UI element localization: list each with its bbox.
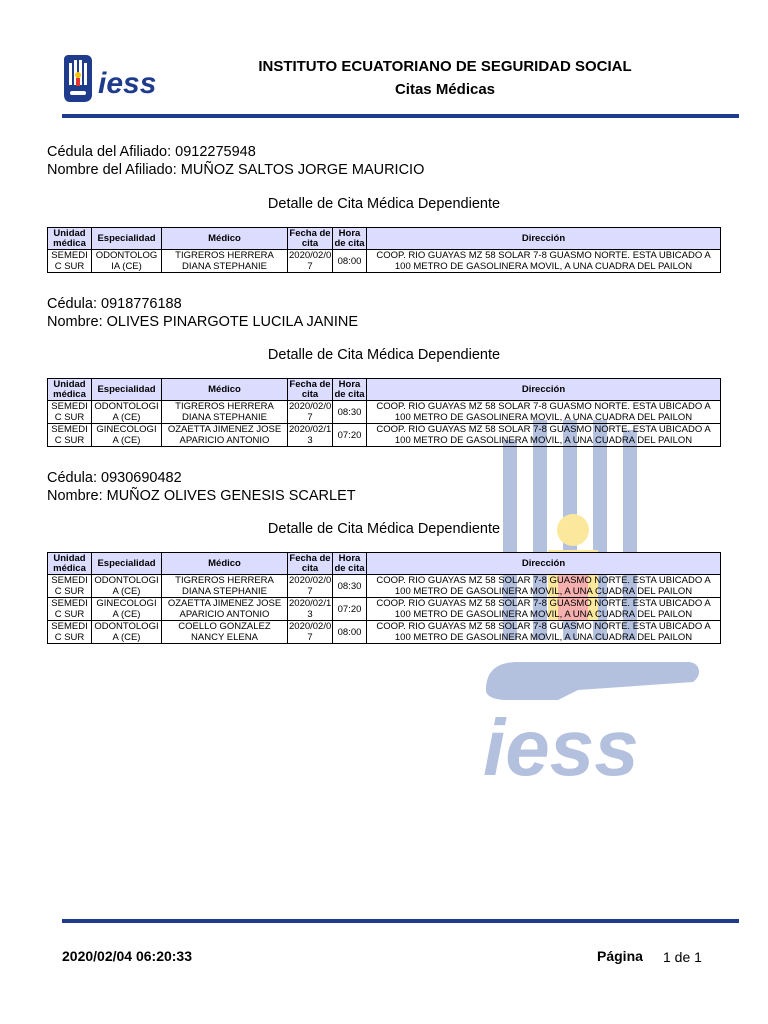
svg-text:iess: iess — [483, 703, 639, 780]
appointments-table — [47, 378, 721, 447]
dependent-id: Cédula: 0930690482 — [47, 470, 182, 486]
column-header-hora: Hora de cita — [334, 227, 365, 249]
cell-unidad: SEMEDI C SUR — [48, 621, 92, 644]
column-header-hora: Hora de cita — [334, 552, 365, 574]
dependent-id: Cédula: 0918776188 — [47, 296, 182, 312]
cell-fecha: 2020/02/0 7 — [289, 250, 332, 272]
cell-direccion: COOP. RIO GUAYAS MZ 58 SOLAR 7-8 GUASMO NORTE. ESTA UBICADO A 100 METRO DE GASOLINERA MOVIL, A UNA CUADRA DEL PAILON — [367, 575, 721, 598]
cell-hora: 08:00 — [333, 621, 367, 644]
cell-hora: 07:20 — [333, 424, 367, 447]
column-header-especialidad: Especialidad — [92, 379, 162, 401]
column-header-fecha: Fecha de cita — [289, 378, 331, 400]
column-header-direccion: Dirección — [367, 228, 721, 250]
cell-medico: OZAETTA JIMENEZ JOSE APARICIO ANTONIO — [162, 424, 288, 447]
cell-hora: 08:30 — [333, 401, 367, 424]
cell-fecha: 2020/02/0 7 — [289, 621, 332, 643]
cell-hora: 08:00 — [333, 250, 367, 273]
table-row — [48, 424, 721, 447]
cell-especialidad: GINECOLOGI A (CE) — [92, 424, 162, 447]
column-header-medico: Médico — [162, 379, 288, 401]
column-header-unidad: Unidad médica — [48, 379, 92, 401]
cell-unidad: SEMEDI C SUR — [48, 598, 92, 621]
table-row — [48, 621, 721, 644]
cell-direccion: COOP. RIO GUAYAS MZ 58 SOLAR 7-8 GUASMO NORTE. ESTA UBICADO A 100 METRO DE GASOLINERA MOVIL, A UNA CUADRA DEL PAILON — [367, 401, 721, 424]
header-divider — [62, 114, 739, 118]
svg-text:iess: iess — [98, 67, 157, 100]
column-header-fecha: Fecha de cita — [289, 552, 331, 574]
column-header-unidad: Unidad médica — [48, 228, 92, 250]
column-header-medico: Médico — [162, 228, 288, 250]
cell-direccion: COOP. RIO GUAYAS MZ 58 SOLAR 7-8 GUASMO NORTE. ESTA UBICADO A 100 METRO DE GASOLINERA MOVIL, A UNA CUADRA DEL PAILON — [367, 424, 721, 447]
table-header-row — [48, 379, 721, 401]
cell-fecha: 2020/02/0 7 — [289, 575, 332, 597]
column-header-medico: Médico — [162, 553, 288, 575]
table-row — [48, 250, 721, 273]
cell-especialidad: GINECOLOGI A (CE) — [92, 598, 162, 621]
cell-medico: TIGREROS HERRERA DIANA STEPHANIE — [162, 250, 288, 273]
cell-medico: OZAETTA JIMENEZ JOSE APARICIO ANTONIO — [162, 598, 288, 621]
cell-unidad: SEMEDI C SUR — [48, 401, 92, 424]
affiliate-id: Cédula del Afiliado: 0912275948 — [47, 144, 256, 160]
column-header-direccion: Dirección — [367, 553, 721, 575]
cell-hora: 07:20 — [333, 598, 367, 621]
cell-especialidad: ODONTOLOGI A (CE) — [92, 575, 162, 598]
iess-logo — [62, 55, 177, 103]
cell-direccion: COOP. RIO GUAYAS MZ 58 SOLAR 7-8 GUASMO NORTE. ESTA UBICADO A 100 METRO DE GASOLINERA MOVIL, A UNA CUADRA DEL PAILON — [367, 598, 721, 621]
cell-fecha: 2020/02/1 3 — [289, 598, 332, 620]
cell-hora: 08:30 — [333, 575, 367, 598]
table-header-row — [48, 553, 721, 575]
dependent-name: Nombre: OLIVES PINARGOTE LUCILA JANINE — [47, 314, 359, 330]
document-subtitle: Citas Médicas — [394, 81, 496, 98]
section-title: Detalle de Cita Médica Dependiente — [267, 521, 501, 537]
appointments-table — [47, 227, 721, 273]
table-header-row — [48, 228, 721, 250]
table-row — [48, 598, 721, 621]
column-header-direccion: Dirección — [367, 379, 721, 401]
column-header-fecha: Fecha de cita — [289, 227, 331, 249]
column-header-unidad: Unidad médica — [48, 553, 92, 575]
column-header-especialidad: Especialidad — [92, 553, 162, 575]
cell-medico: COELLO GONZALEZ NANCY ELENA — [162, 621, 288, 644]
page-number: 1 de 1 — [663, 949, 702, 965]
table-row — [48, 401, 721, 424]
print-timestamp: 2020/02/04 06:20:33 — [62, 948, 192, 964]
table-row — [48, 575, 721, 598]
institution-title: INSTITUTO ECUATORIANO DE SEGURIDAD SOCIAL — [258, 58, 632, 75]
column-header-especialidad: Especialidad — [92, 228, 162, 250]
dependent-name: Nombre: MUÑOZ OLIVES GENESIS SCARLET — [47, 488, 356, 504]
cell-direccion: COOP. RIO GUAYAS MZ 58 SOLAR 7-8 GUASMO NORTE. ESTA UBICADO A 100 METRO DE GASOLINERA MOVIL, A UNA CUADRA DEL PAILON — [367, 250, 721, 273]
cell-unidad: SEMEDI C SUR — [48, 250, 92, 273]
cell-especialidad: ODONTOLOG IA (CE) — [92, 250, 162, 273]
cell-unidad: SEMEDI C SUR — [48, 575, 92, 598]
affiliate-name: Nombre del Afiliado: MUÑOZ SALTOS JORGE MAURICIO — [47, 162, 425, 178]
footer-divider — [62, 919, 739, 923]
cell-medico: TIGREROS HERRERA DIANA STEPHANIE — [162, 401, 288, 424]
section-title: Detalle de Cita Médica Dependiente — [267, 347, 501, 363]
cell-medico: TIGREROS HERRERA DIANA STEPHANIE — [162, 575, 288, 598]
appointments-table — [47, 552, 721, 644]
cell-especialidad: ODONTOLOGI A (CE) — [92, 401, 162, 424]
cell-especialidad: ODONTOLOGI A (CE) — [92, 621, 162, 644]
cell-unidad: SEMEDI C SUR — [48, 424, 92, 447]
cell-direccion: COOP. RIO GUAYAS MZ 58 SOLAR 7-8 GUASMO NORTE. ESTA UBICADO A 100 METRO DE GASOLINERA MOVIL, A UNA CUADRA DEL PAILON — [367, 621, 721, 644]
cell-fecha: 2020/02/0 7 — [289, 401, 332, 423]
column-header-hora: Hora de cita — [334, 378, 365, 400]
page-label: Página — [597, 948, 643, 964]
cell-fecha: 2020/02/1 3 — [289, 424, 332, 446]
section-title: Detalle de Cita Médica Dependiente — [267, 196, 501, 212]
